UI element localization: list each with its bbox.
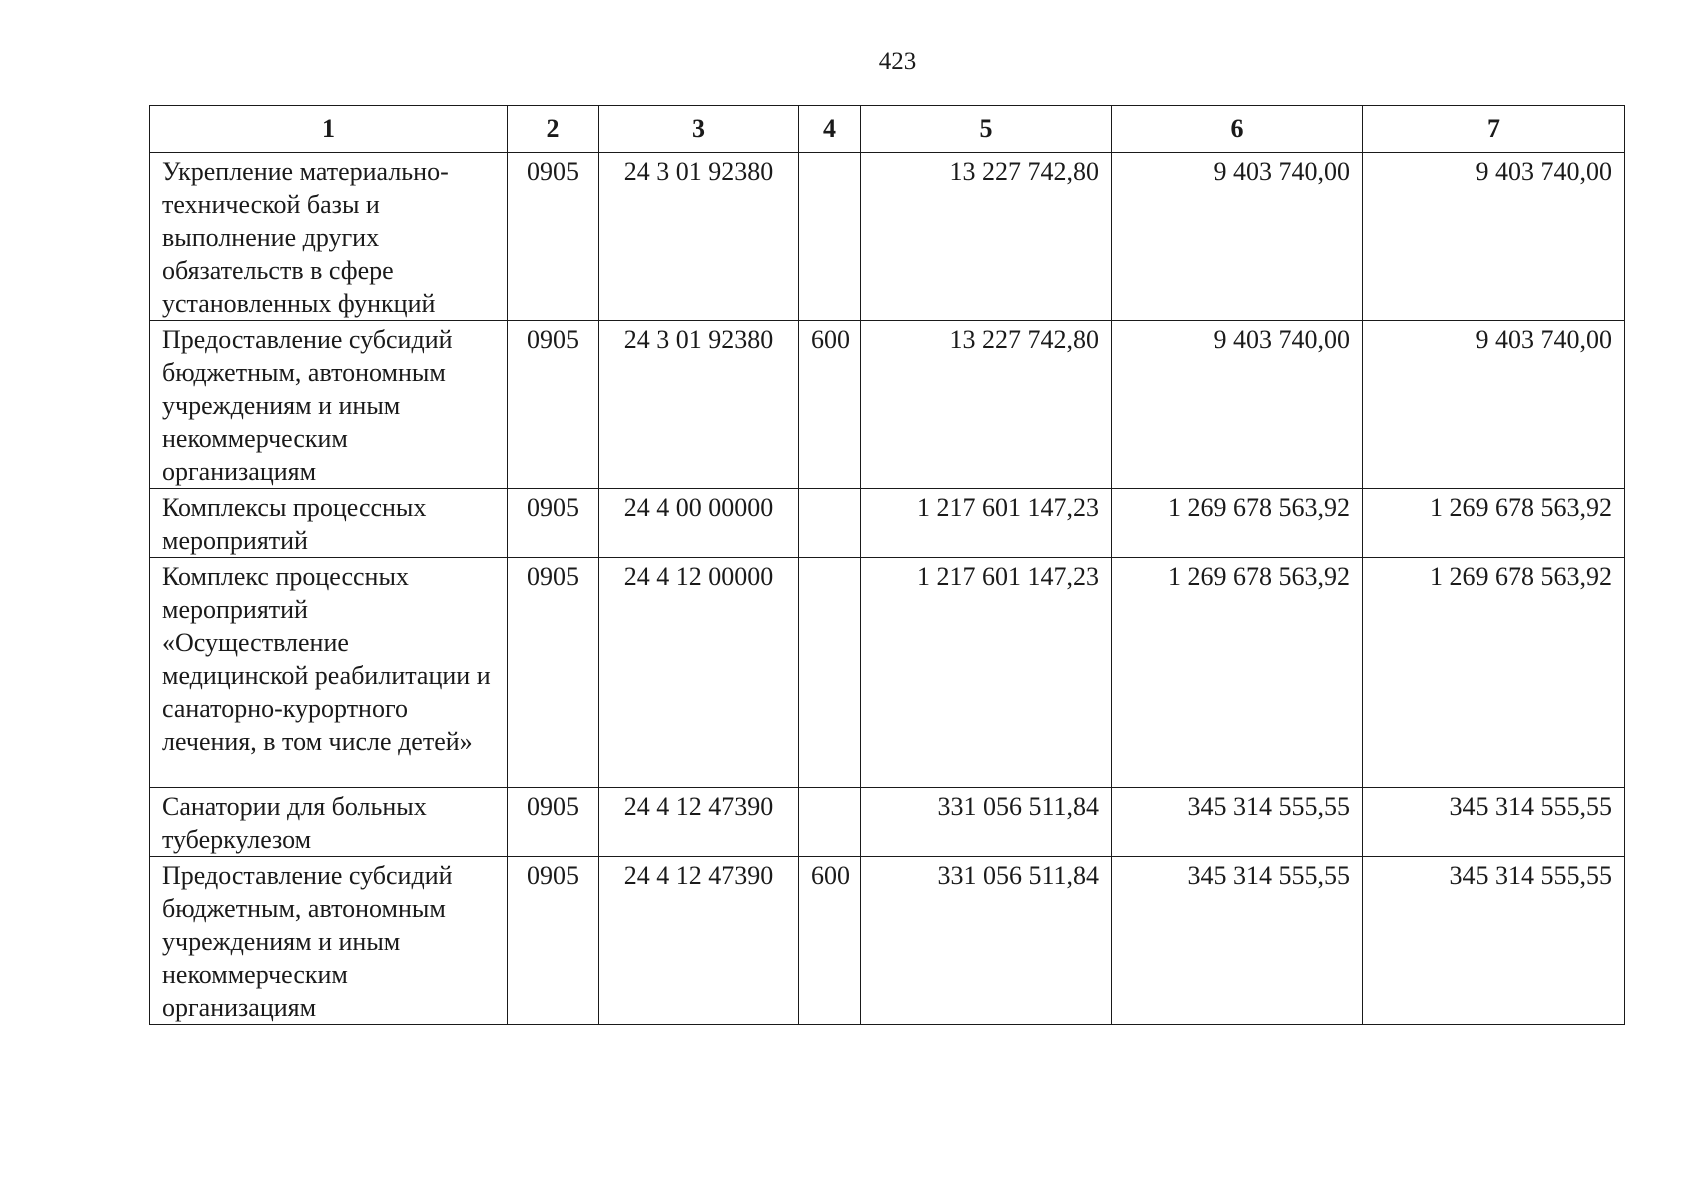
amount-col-5: 13 227 742,80 bbox=[861, 321, 1112, 489]
target-code: 24 3 01 92380 bbox=[599, 321, 799, 489]
target-code: 24 4 12 00000 bbox=[599, 558, 799, 788]
amount-col-5: 1 217 601 147,23 bbox=[861, 489, 1112, 558]
section-code: 0905 bbox=[508, 489, 599, 558]
amount-col-6: 345 314 555,55 bbox=[1112, 857, 1363, 1025]
row-name: Предоставление субсидий бюджетным, автономным учреждениям и иным некоммерческим организациям bbox=[150, 321, 508, 489]
column-header-5: 5 bbox=[861, 106, 1112, 153]
column-header-1: 1 bbox=[150, 106, 508, 153]
header-row bbox=[150, 106, 1625, 153]
column-header-3: 3 bbox=[599, 106, 799, 153]
section-code: 0905 bbox=[508, 558, 599, 788]
amount-col-7: 345 314 555,55 bbox=[1363, 788, 1625, 857]
amount-col-5: 13 227 742,80 bbox=[861, 153, 1112, 321]
amount-col-7: 1 269 678 563,92 bbox=[1363, 489, 1625, 558]
expense-type-code bbox=[799, 788, 861, 857]
column-header-7: 7 bbox=[1363, 106, 1625, 153]
expense-type-code bbox=[799, 153, 861, 321]
amount-col-6: 1 269 678 563,92 bbox=[1112, 558, 1363, 788]
target-code: 24 3 01 92380 bbox=[599, 153, 799, 321]
table-row bbox=[150, 788, 1625, 857]
section-code: 0905 bbox=[508, 857, 599, 1025]
table-row bbox=[150, 321, 1625, 489]
table-row bbox=[150, 153, 1625, 321]
column-header-4: 4 bbox=[799, 106, 861, 153]
table-row bbox=[150, 857, 1625, 1025]
expense-type-code bbox=[799, 489, 861, 558]
amount-col-5: 1 217 601 147,23 bbox=[861, 558, 1112, 788]
expense-type-code: 600 bbox=[799, 857, 861, 1025]
amount-col-5: 331 056 511,84 bbox=[861, 788, 1112, 857]
amount-col-6: 9 403 740,00 bbox=[1112, 321, 1363, 489]
section-code: 0905 bbox=[508, 321, 599, 489]
column-header-6: 6 bbox=[1112, 106, 1363, 153]
row-name: Комплексы процессных мероприятий bbox=[150, 489, 508, 558]
target-code: 24 4 00 00000 bbox=[599, 489, 799, 558]
row-name: Санатории для больных туберкулезом bbox=[150, 788, 508, 857]
target-code: 24 4 12 47390 bbox=[599, 788, 799, 857]
amount-col-7: 345 314 555,55 bbox=[1363, 857, 1625, 1025]
amount-col-7: 1 269 678 563,92 bbox=[1363, 558, 1625, 788]
amount-col-5: 331 056 511,84 bbox=[861, 857, 1112, 1025]
section-code: 0905 bbox=[508, 153, 599, 321]
target-code: 24 4 12 47390 bbox=[599, 857, 799, 1025]
amount-col-6: 1 269 678 563,92 bbox=[1112, 489, 1363, 558]
row-name: Укрепление материально-технической базы и выполнение других обязательств в сфере установленных функций bbox=[150, 153, 508, 321]
table-row bbox=[150, 489, 1625, 558]
page-number: 423 bbox=[878, 48, 917, 75]
amount-col-7: 9 403 740,00 bbox=[1363, 153, 1625, 321]
row-name: Комплекс процессных мероприятий «Осуществление медицинской реабилитации и санаторно-курортного лечения, в том числе детей» bbox=[150, 558, 508, 788]
amount-col-7: 9 403 740,00 bbox=[1363, 321, 1625, 489]
expense-type-code: 600 bbox=[799, 321, 861, 489]
section-code: 0905 bbox=[508, 788, 599, 857]
amount-col-6: 345 314 555,55 bbox=[1112, 788, 1363, 857]
amount-col-6: 9 403 740,00 bbox=[1112, 153, 1363, 321]
column-header-2: 2 bbox=[508, 106, 599, 153]
budget-table bbox=[149, 105, 1625, 1025]
row-name: Предоставление субсидий бюджетным, автономным учреждениям и иным некоммерческим организациям bbox=[150, 857, 508, 1025]
table-row bbox=[150, 558, 1625, 788]
expense-type-code bbox=[799, 558, 861, 788]
